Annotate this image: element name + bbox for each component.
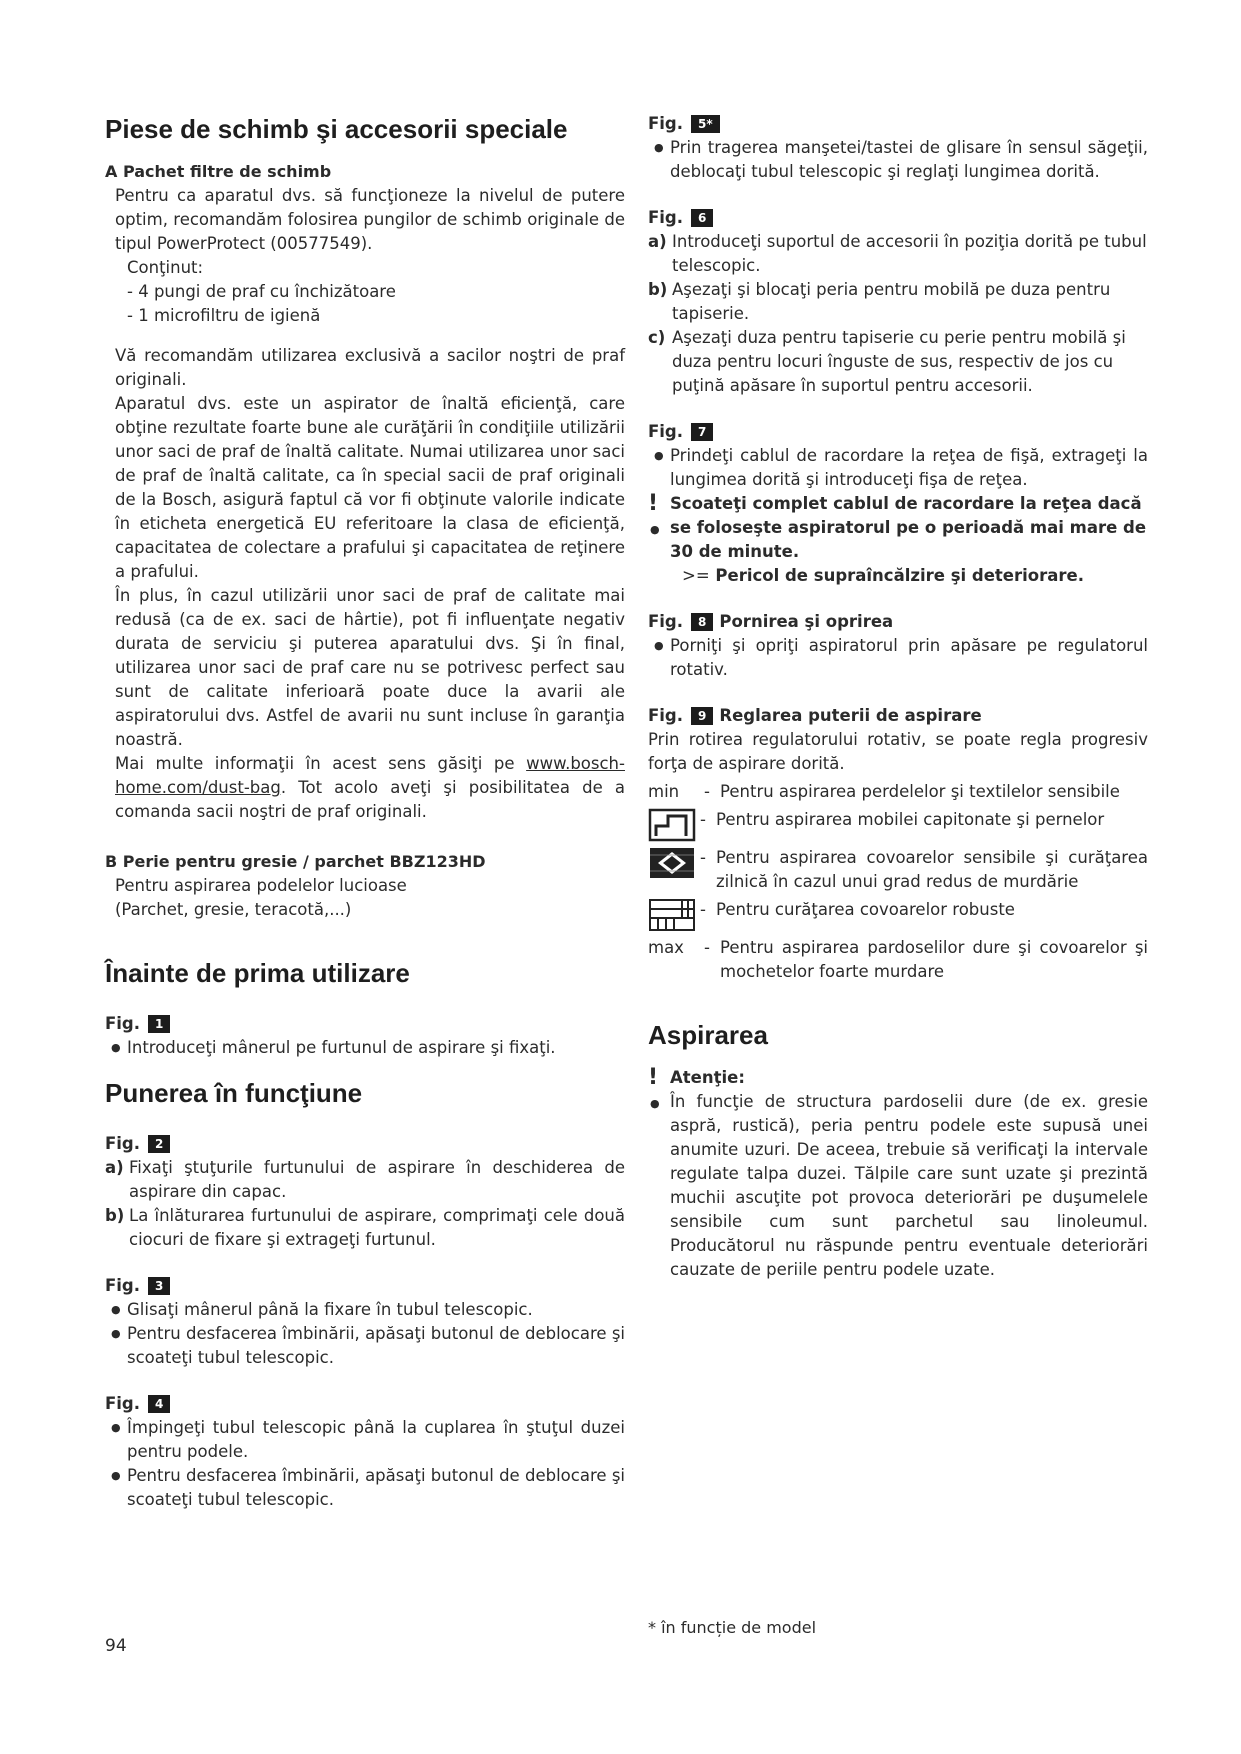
heading-before-first-use: Înainte de prima utilizare bbox=[105, 958, 410, 988]
power-description: Pentru aspirarea covoarelor sensibile şi curăţarea zilnică în cazul unui grad redus de murdărie bbox=[716, 848, 1148, 891]
power-level-3 bbox=[648, 846, 1148, 894]
power-level-max bbox=[648, 936, 1148, 984]
fig-7-step: ● Prindeţi cablul de racordare la reţea de fişă, extrageţi la lungimea dorită şi introduceţi fişa de reţea. bbox=[648, 444, 1148, 492]
power-description: Pentru aspirarea pardoselilor dure şi covoarelor şi mochetelor foarte murdare bbox=[720, 938, 1148, 981]
power-key: max bbox=[648, 938, 684, 957]
fig-8-title: Pornirea şi oprirea bbox=[719, 612, 894, 631]
fig-word: Fig. bbox=[105, 1014, 141, 1033]
robust-carpet-power-icon bbox=[648, 898, 696, 932]
heading-vacuuming: Aspirarea bbox=[648, 1020, 768, 1050]
warning-text: Scoateţi complet cablul de racordare la reţea dacă se foloseşte aspiratorul pe o perioadă mai mare de 30 de minute. bbox=[670, 494, 1147, 561]
power-description: Pentru curăţarea covoarelor robuste bbox=[716, 900, 1015, 919]
list-key: a) bbox=[648, 232, 667, 251]
fig-word: Fig. bbox=[648, 612, 684, 631]
fig-7-danger bbox=[648, 564, 1148, 588]
section-b-text: Pentru aspirarea podelelor lucioase bbox=[115, 876, 407, 895]
power-level-min bbox=[648, 780, 1148, 804]
upholstery-power-icon bbox=[648, 808, 696, 842]
page-number: 94 bbox=[105, 1636, 127, 1656]
list-text: Fixaţi ştuţurile furtunului de aspirare în deschiderea de aspirare din capac. bbox=[129, 1158, 625, 1201]
list-key: c) bbox=[648, 328, 666, 347]
list-text: Aşezaţi şi blocaţi peria pentru mobilă pe duza pentru tapiserie. bbox=[672, 280, 1111, 323]
fig-number-badge: 8 bbox=[691, 613, 713, 631]
fig-2-step-a bbox=[105, 1156, 625, 1204]
power-dash: - bbox=[700, 848, 706, 867]
fig-5-label bbox=[648, 112, 1148, 136]
power-dash: - bbox=[704, 782, 710, 801]
fig-1-step: ● Introduceţi mânerul pe furtunul de aspirare şi fixaţi. bbox=[105, 1036, 625, 1060]
result-arrow: >= bbox=[682, 566, 710, 585]
info-text-end: . Tot acolo aveţi şi posibilitatea de a comanda sacii noştri de praf originali. bbox=[115, 778, 625, 821]
section-a-content-item: - 1 microfiltru de igienă bbox=[127, 306, 321, 325]
fig-3-step: ● Glisaţi mânerul până la fixare în tubul telescopic. bbox=[105, 1298, 625, 1322]
power-level-4 bbox=[648, 898, 1148, 932]
fig-word: Fig. bbox=[648, 706, 684, 725]
fig-7-label bbox=[648, 420, 1148, 444]
right-column bbox=[648, 112, 1148, 1282]
list-text: La înlăturarea furtunului de aspirare, comprimaţi cele două ciocuri de fixare şi extrageţi furtunul. bbox=[129, 1206, 625, 1249]
bullet-dot-icon: ● bbox=[650, 1097, 660, 1110]
fig-5-step: ● Prin tragerea manşetei/tastei de glisare în sensul săgeţii, deblocaţi tubul telescopic şi reglaţi lungimea dorită. bbox=[648, 136, 1148, 184]
fig-word: Fig. bbox=[105, 1394, 141, 1413]
fig-number-badge: 6 bbox=[691, 209, 713, 227]
fig-number-badge: 4 bbox=[148, 1395, 170, 1413]
section-a-intro: Pentru ca aparatul dvs. să funcţioneze la nivelul de putere optim, recomandăm folosirea pungilor de schimb originale de tipul PowerProtect (00577549). bbox=[115, 186, 625, 253]
dust-bag-link[interactable]: www.bosch-home.com/dust-bag bbox=[115, 754, 625, 797]
power-dash: - bbox=[700, 810, 706, 829]
fig-word: Fig. bbox=[648, 208, 684, 227]
info-text: Mai multe informaţii în acest sens găsiţi pe bbox=[115, 754, 515, 773]
list-key: b) bbox=[648, 280, 668, 299]
list-text: Introduceţi suportul de accesorii în poziţia dorită pe tubul telescopic. bbox=[672, 232, 1147, 275]
fig-9-title: Reglarea puterii de aspirare bbox=[719, 706, 982, 725]
power-dash: - bbox=[704, 938, 710, 957]
fig-number-badge: 9 bbox=[691, 707, 713, 725]
section-b-text: (Parchet, gresie, teracotă,...) bbox=[115, 900, 352, 919]
fig-4-step: ● Împingeţi tubul telescopic până la cuplarea în ştuţul duzei pentru podele. bbox=[105, 1416, 625, 1464]
carpet-diamond-power-icon bbox=[648, 846, 696, 880]
section-a-info bbox=[105, 752, 625, 824]
left-column bbox=[105, 112, 625, 1512]
bullet-dot-icon: ● bbox=[650, 523, 660, 536]
fig-number-badge: 7 bbox=[691, 423, 713, 441]
fig-word: Fig. bbox=[648, 422, 684, 441]
fig-4-label bbox=[105, 1392, 625, 1416]
fig-number-badge: 3 bbox=[148, 1277, 170, 1295]
section-a-paragraph: În plus, în cazul utilizării unor saci de praf de calitate mai redusă (ca de ex. saci de hârtie), pot fi influenţate negativ durata de serviciu şi puterea aparatului dvs. Şi în final, utilizarea unor saci de praf care nu se potrivesc perfect sau sunt de calitate inferioară poate duce la avarii ale aspiratorului dvs. Astfel de avarii nu sunt incluse în garanţia noastră. bbox=[115, 586, 625, 749]
power-dash: - bbox=[700, 900, 706, 919]
fig-6-step-b bbox=[648, 278, 1148, 326]
section-a-paragraph: Aparatul dvs. este un aspirator de înaltă eficienţă, care obţine rezultate foarte bune ale curăţării în condiţiile utilizării unor saci de praf de înaltă calitate. Numai utilizarea unor saci de praf de înaltă calitate, ca în special sacii de praf originali de la Bosch, asigură faptul că vor fi obţinute valorile indicate în eticheta energetică EU referitoare la clasa de eficienţă, capacitatea de colectare a prafului şi capacitatea de reţinere a prafului. bbox=[115, 394, 626, 581]
fig-word: Fig. bbox=[105, 1134, 141, 1153]
attention-title: Atenţie: bbox=[670, 1068, 745, 1087]
fig-6-step-c bbox=[648, 326, 1148, 398]
heading-spare-parts: Piese de schimb şi accesorii speciale bbox=[105, 114, 568, 144]
fig-8-label bbox=[648, 610, 1148, 634]
list-text: Aşezaţi duza pentru tapiserie cu perie pentru mobilă şi duza pentru locuri înguste de sus, respectiv de jos cu puţină apăsare în suportul pentru accesorii. bbox=[672, 328, 1126, 395]
exclamation-warning-icon: ! bbox=[648, 1065, 659, 1090]
power-key: min bbox=[648, 782, 680, 801]
section-a-title: A Pachet filtre de schimb bbox=[105, 162, 332, 181]
exclamation-warning-icon: ! bbox=[648, 491, 659, 516]
fig-number-badge: 1 bbox=[148, 1015, 170, 1033]
fig-word: Fig. bbox=[648, 114, 684, 133]
fig-4-step: ● Pentru desfacerea îmbinării, apăsaţi butonul de deblocare şi scoateţi tubul telescopic. bbox=[105, 1464, 625, 1512]
fig-7-warning bbox=[648, 492, 1148, 564]
section-a-paragraph: Vă recomandăm utilizarea exclusivă a sacilor noştri de praf originali. bbox=[115, 346, 625, 389]
section-a-content-item: - 4 pungi de praf cu închizătoare bbox=[127, 282, 396, 301]
fig-word: Fig. bbox=[105, 1276, 141, 1295]
power-description: Pentru aspirarea perdelelor şi textilelor sensibile bbox=[720, 782, 1120, 801]
attention-text: În funcţie de structura pardoselii dure (de ex. gresie aspră, rustică), peria pentru podele este supusă unei anumite uzuri. De aceea, trebuie să verificaţi la intervale regulate talpa duzei. Tălpile care sunt uzate şi prezintă muchii ascuţite pot provoca deteriorări pe duşumelele sensibile cum sunt parchetul sau linoleumul. Producătorul nu răspunde pentru eventuale deteriorări cauzate de periile pentru podele uzate. bbox=[670, 1092, 1148, 1279]
fig-6-label bbox=[648, 206, 1148, 230]
heading-commissioning: Punerea în funcţiune bbox=[105, 1078, 363, 1108]
fig-number-badge: 5* bbox=[691, 115, 720, 133]
fig-3-step: ● Pentru desfacerea îmbinării, apăsaţi butonul de deblocare şi scoateţi tubul telescopic. bbox=[105, 1322, 625, 1370]
fig-9-text: Prin rotirea regulatorului rotativ, se poate regla progresiv forţa de aspirare dorită. bbox=[648, 730, 1148, 773]
fig-6-step-a bbox=[648, 230, 1148, 278]
attention-block bbox=[648, 1066, 1148, 1282]
fig-8-step: ● Porniţi şi opriţi aspiratorul prin apăsare pe regulatorul rotativ. bbox=[648, 634, 1148, 682]
section-b-title: B Perie pentru gresie / parchet BBZ123HD bbox=[105, 852, 486, 871]
fig-number-badge: 2 bbox=[148, 1135, 170, 1153]
list-key: a) bbox=[105, 1158, 124, 1177]
danger-text: Pericol de supraîncălzire şi deteriorare. bbox=[715, 566, 1084, 585]
fig-2-label bbox=[105, 1132, 625, 1156]
footnote: * în funcție de model bbox=[648, 1618, 817, 1637]
section-a-content-label: Conţinut: bbox=[127, 258, 204, 277]
power-level-2 bbox=[648, 808, 1148, 842]
power-description: Pentru aspirarea mobilei capitonate şi pernelor bbox=[716, 810, 1105, 829]
fig-3-label bbox=[105, 1274, 625, 1298]
fig-2-step-b bbox=[105, 1204, 625, 1252]
fig-9-label bbox=[648, 704, 1148, 728]
list-key: b) bbox=[105, 1206, 125, 1225]
fig-1-label bbox=[105, 1012, 625, 1036]
